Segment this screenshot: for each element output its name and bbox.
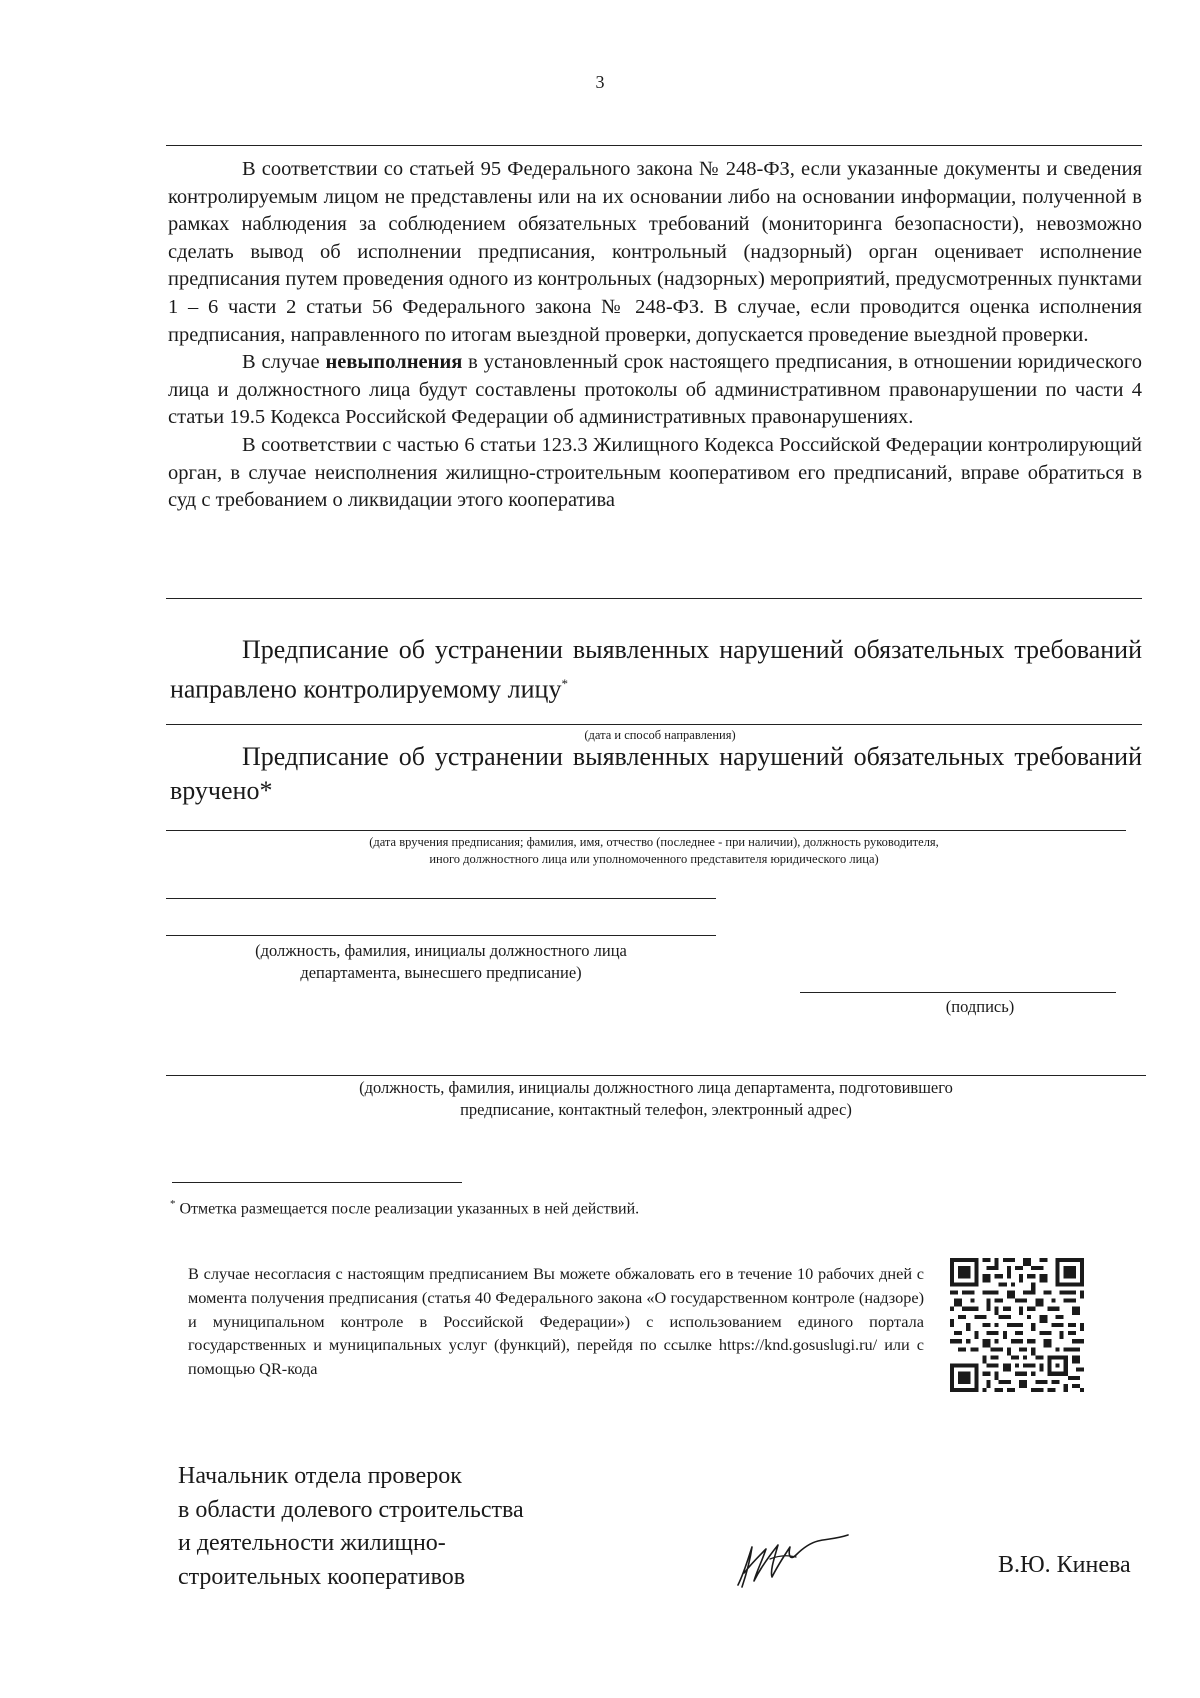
preparer-caption-line1: (должность, фамилия, инициалы должностного лица департамента, подготовившего [359, 1078, 953, 1097]
preparer-caption [166, 1077, 1146, 1121]
handwritten-signature [730, 1525, 860, 1595]
delivered-mark: * [259, 776, 273, 805]
signatory-title-line3: и деятельности жилищно- [178, 1530, 446, 1556]
noncompliance-text-end: в установленный срок настоящего предписания, в отношении юридического лица и должностного лица будут составлены протоколы об административном правонарушении по части 4 статьи 19.5 Кодекса Российской Федерации об административных правонарушениях. [168, 351, 1142, 429]
signatory-title-line4: строительных кооперативов [178, 1563, 466, 1590]
preparer-caption-line2: предписание, контактный телефон, электронный адрес) [460, 1100, 852, 1119]
body-text [168, 156, 1142, 515]
delivered-block [170, 740, 1142, 808]
paragraph-noncompliance [168, 349, 1142, 432]
sent-text: Предписание об устранении выявленных нарушений обязательных требований направлено контролируемому лицу [170, 635, 1142, 704]
delivered-caption-line2: иного должностного лица или уполномоченного представителя юридического лица) [429, 852, 879, 866]
signature-caption: (подпись) [945, 997, 1015, 1016]
footnote-rule [172, 1182, 462, 1183]
issuer-caption-line1: (должность, фамилия, инициалы должностного лица [255, 941, 627, 960]
sent-block [170, 633, 1142, 707]
paragraph-liquidation: В соответствии с частью 6 статьи 123.3 Жилищного Кодекса Российской Федерации контролирующий орган, в случае неисполнения жилищно-строительным кооперативом его предписаний, вправе обратиться в суд с требованием о ликвидации этого кооператива [168, 433, 1142, 512]
qr-code-icon[interactable] [950, 1258, 1084, 1392]
issuer-caption-line2: департамента, вынесшего предписание) [300, 963, 582, 982]
signature-rule [800, 992, 1116, 993]
footnote [170, 1198, 639, 1218]
footnote-mark: * [170, 1198, 176, 1210]
paragraph-inspection-assessment: В соответствии со статьей 95 Федерального закона № 248-ФЗ, если указанные документы и сведения контролируемым лицом не представлены или на их основании либо на основании информации, полученной в рамках наблюдения за соблюдением обязательных требований (мониторинга безопасности), невозможно сделать вывод об исполнении предписания, контрольный (надзорный) орган оценивает исполнение предписания путем проведения одного из контрольных (надзорных) мероприятий, предусмотренных пунктами 1 – 6 части 2 статьи 56 Федерального закона № 248-ФЗ. В случае, если проводится оценка исполнения предписания, направленного по итогам выездной проверки, допускается проведение выездной проверки. [168, 158, 1142, 346]
issuer-caption [166, 940, 716, 984]
top-rule [166, 145, 1142, 146]
appeal-notice: В случае несогласия с настоящим предписанием Вы можете обжаловать его в течение 10 рабочих дней с момента получения предписания (статья 40 Федерального закона «О государственном контроле (надзоре) и муниципальном контроле в Российской Федерации») с использованием единого портала государственных и муниципальных услуг (функций), перейдя по ссылке https://knd.gosuslugi.ru/ или с помощью QR-кода [188, 1264, 924, 1379]
sent-rule [166, 724, 1142, 725]
noncompliance-bold: невыполнения [325, 351, 463, 374]
body-bottom-rule [166, 598, 1142, 599]
sent-mark: * [561, 676, 568, 691]
signatory-title-line2: в области долевого строительства [178, 1496, 524, 1523]
page-number: 3 [595, 72, 605, 92]
delivered-rule [166, 830, 1126, 831]
delivered-caption [166, 834, 1142, 868]
sent-caption: (дата и способ направления) [584, 728, 736, 742]
noncompliance-text-start: В случае [242, 351, 326, 374]
signatory-title [178, 1460, 524, 1594]
preparer-rule [166, 1075, 1146, 1076]
footnote-text: Отметка размещается после реализации указанных в ней действий. [175, 1200, 640, 1218]
signatory-name: В.Ю. Кинева [998, 1552, 1131, 1578]
issuer-rule [166, 935, 716, 936]
issuer-rule-upper [166, 898, 716, 899]
delivered-text: Предписание об устранении выявленных нарушений обязательных требований вручено [170, 742, 1142, 805]
signatory-title-line1: Начальник отдела проверок [178, 1463, 462, 1489]
delivered-caption-line1: (дата вручения предписания; фамилия, имя, отчество (последнее - при наличии), должность руководителя, [369, 835, 939, 849]
